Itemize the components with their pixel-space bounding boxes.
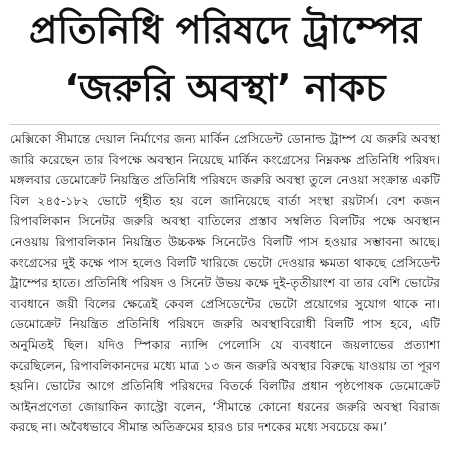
- headline-line-2: ‘জরুরি অবস্থা’ নাকচ: [64, 66, 386, 110]
- headline-divider: [10, 124, 440, 125]
- article-body: মেক্সিকো সীমান্তে দেয়াল নির্মাণের জন্য মার্কিন প্রেসিডেন্ট ডোনাল্ড ট্রাম্প যে জরুরি অবস্থা জারি করেছেন তার বিপক্ষে অবস্থান নিয়েছে মার্কিন কংগ্রেসের নিম্নকক্ষ প্রতিনিধি পরিষদ। মঙ্গলবার ডেমোক্রেট নিয়ন্ত্রিত প্রতিনিধি পরিষদে জরুরি অবস্থা তুলে নেওয়া সংক্রান্ত একটি বিল ২৪৫-১৮২ ভোটে গৃহীত হয় বলে জানিয়েছে বার্তা সংস্থা রয়টার্স। বেশ কজন রিপাবলিকান সিনেটর জরুরি অবস্থা বাতিলের প্রস্তাব সম্বলিত বিলটির পক্ষে অবস্থান নেওয়ায় রিপাবলিকান নিয়ন্ত্রিত উচ্চকক্ষ সিনেটেও বিলটি পাস হওয়ার সম্ভাবনা আছে। কংগ্রেসের দুই কক্ষে পাস হলেও বিলটি খারিজে ভেটো দেওয়ার ক্ষমতা থাকছে প্রেসিডেন্ট ট্রাম্পের হাতে। প্রতিনিধি পরিষদ ও সিনেট উভয় কক্ষে দুই-তৃতীয়াংশ বা তার বেশি ভোটের ব্যবধানে জয়ী বিলের ক্ষেত্রেই কেবল প্রেসিডেন্টের ভেটো প্রয়োগের সুযোগ থাকে না। ডেমোক্রেট নিয়ন্ত্রিত প্রতিনিধি পরিষদে জরুরি অবস্থাবিরোধী বিলটি পাস হবে, এটি অনুমিতই ছিল। যদিও স্পিকার ন্যান্সি পেলোসি যে ব্যবধানে জয়লাভের প্রত্যাশা করেছিলেন, রিপাবলিকানদের মধ্যে মাত্র ১৩ জন জরুরি অবস্থার বিরুদ্ধে যাওয়ায় তা পূরণ হয়নি। ভোটের আগে প্রতিনিধি পরিষদের বিতর্কে বিলটির প্রধান পৃষ্ঠপোষক ডেমোক্রেট আইনপ্রণেতা জোয়াকিন ক্যাস্ট্রো বলেন, ‘সীমান্তে কোনো ধরনের জরুরি অবস্থা বিরাজ করছে না। অবৈধভাবে সীমান্ত অতিক্রমের হারও চার দশকের মধ্যে সবচেয়ে কম।’: [10, 132, 440, 435]
- headline-line-1: প্রতিনিধি পরিষদে ট্রাম্পের: [29, 8, 421, 52]
